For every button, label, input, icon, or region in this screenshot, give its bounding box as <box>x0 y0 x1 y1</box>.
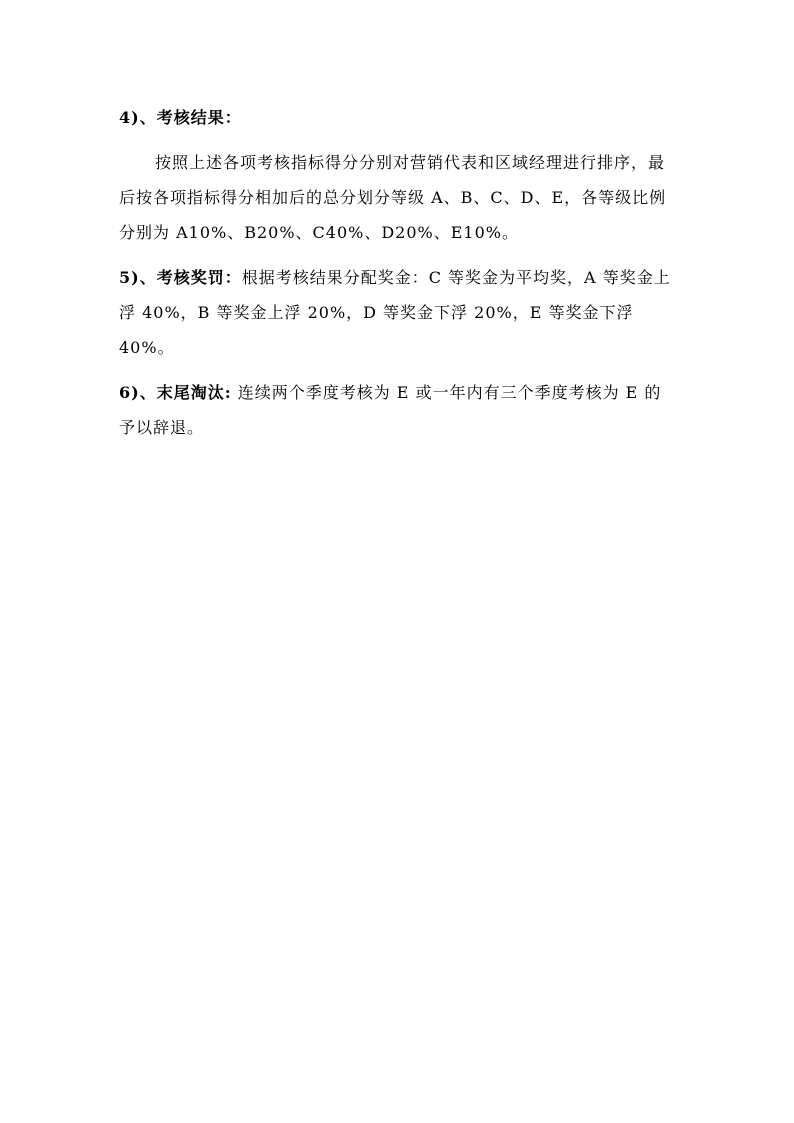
section-6-body: 连续两个季度考核为 E 或一年内有三个季度考核为 E 的予以辞退。 <box>119 383 662 437</box>
section-6-heading: 6)、末尾淘汰: <box>119 383 232 402</box>
section-5-paragraph <box>119 260 675 365</box>
section-4-body: 按照上述各项考核指标得分分别对营销代表和区域经理进行排序，最后按各项指标得分相加后的总分划分等级 A、B、C、D、E，各等级比例分别为 A10%、B20%、C40%、D20%、E10%。 <box>119 153 667 242</box>
section-5-body: 根据考核结果分配奖金：C 等奖金为平均奖，A 等奖金上浮 40%，B 等奖金上浮 20%，D 等奖金下浮 20%，E 等奖金下浮 40%。 <box>119 268 671 357</box>
section-4-heading-paragraph <box>119 100 675 135</box>
section-4-heading: 4)、考核结果： <box>119 108 242 127</box>
section-5-heading: 5)、考核奖罚： <box>119 268 242 287</box>
section-6-paragraph <box>119 375 675 445</box>
document-content <box>119 100 675 455</box>
